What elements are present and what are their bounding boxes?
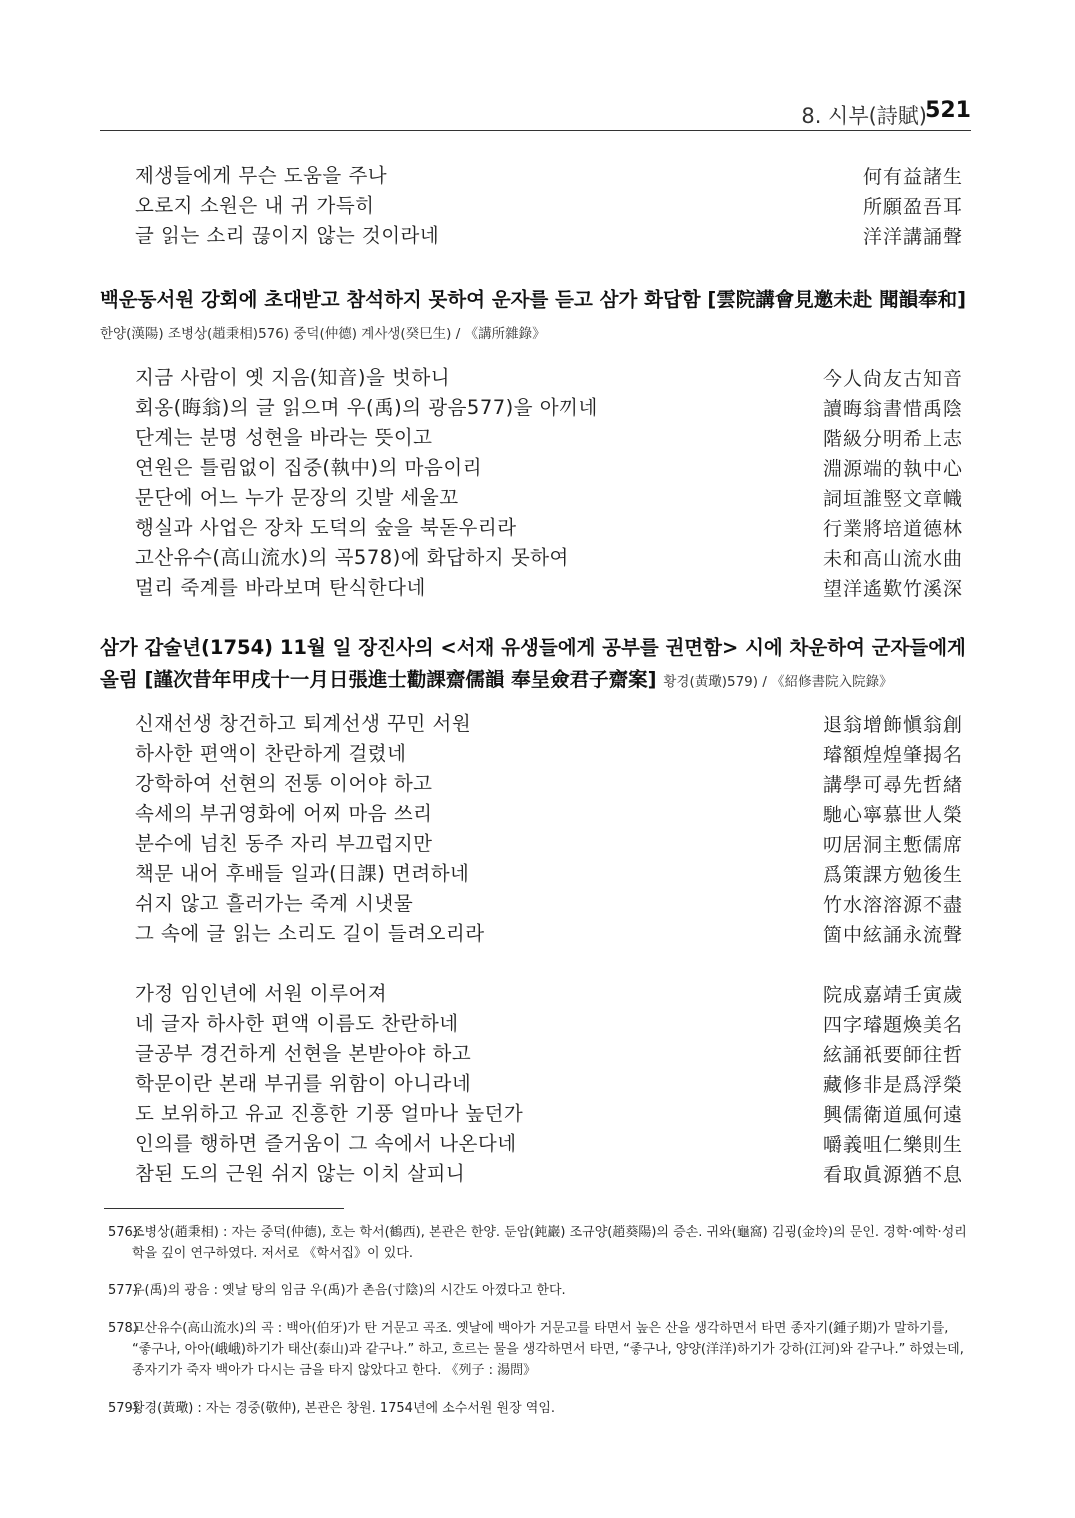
korean-verse: 문단에 어느 누가 문장의 깃발 세울꼬 <box>135 486 459 509</box>
korean-verse: 회옹(晦翁)의 글 읽으며 우(禹)의 광음577)을 아끼네 <box>135 396 598 419</box>
footnote <box>108 1280 971 1301</box>
poem-line <box>135 1098 963 1128</box>
korean-verse: 네 글자 하사한 편액 이름도 찬란하네 <box>135 1012 459 1035</box>
korean-verse: 하사한 편액이 찬란하게 걸렸네 <box>135 742 407 765</box>
poem-title <box>100 284 971 350</box>
poem-line <box>135 392 963 422</box>
korean-verse: 지금 사람이 옛 지음(知音)을 벗하니 <box>135 366 451 389</box>
author-source: 한양(漢陽) 조병상(趙秉相)576) 중덕(仲德) 계사생(癸巳生) / 《講所雜錄》 <box>100 326 546 342</box>
korean-verse: 도 보위하고 유교 진흥한 기풍 얼마나 높던가 <box>135 1102 524 1125</box>
poem-line <box>135 768 963 798</box>
korean-verse: 학문이란 본래 부귀를 위함이 아니라네 <box>135 1072 472 1095</box>
korean-verse: 강학하여 선현의 전통 이어야 하고 <box>135 772 433 795</box>
footnote-number: 578) <box>108 1321 138 1336</box>
korean-verse: 제생들에게 무슨 도움을 주나 <box>135 164 388 187</box>
hanja-verse: 四字璿題煥美名 <box>822 1014 963 1036</box>
hanja-verse: 退翁增飾愼翁創 <box>822 714 963 736</box>
korean-verse: 인의를 행하면 즐거움이 그 속에서 나온다네 <box>135 1132 517 1155</box>
poem-line <box>135 1038 963 1068</box>
poem-line <box>135 220 963 250</box>
korean-verse: 행실과 사업은 장차 도덕의 숲을 북돋우리라 <box>135 516 517 539</box>
hanja-verse: 階級分明希上志 <box>822 428 963 450</box>
poem-title <box>100 632 971 698</box>
hanja-verse: 所願盈吾耳 <box>862 196 963 218</box>
poem-line <box>135 708 963 738</box>
title-text: 삼가 갑술년(1754) 11월 일 장진사의 <서재 유생들에게 공부를 권면함> 시에 차운하여 군자들에게 올림 [謹次昔年甲戌十一月日張進士勸課齋儒韻 奉呈僉君子齋案] <box>100 636 966 691</box>
hanja-verse: 嚼義咀仁樂則生 <box>822 1134 963 1156</box>
hanja-verse: 看取眞源猶不息 <box>822 1164 963 1186</box>
footnote-rule <box>104 1208 344 1209</box>
poem-line <box>135 1158 963 1188</box>
footnote-text: 우(禹)의 광음 : 옛날 탕의 임금 우(禹)가 촌음(寸陰)의 시간도 아꼈다고 한다. <box>132 1283 566 1298</box>
hanja-verse: 爲策課方勉後生 <box>822 864 963 886</box>
header-rule <box>100 130 971 131</box>
hanja-verse: 行業將培道德林 <box>822 518 963 540</box>
hanja-verse: 詞垣誰竪文章幟 <box>822 488 963 510</box>
footnote <box>108 1318 971 1381</box>
poem-line <box>135 1068 963 1098</box>
poem-body <box>135 362 963 602</box>
poem-line <box>135 798 963 828</box>
poem-line <box>135 918 963 948</box>
hanja-verse: 箇中絃誦永流聲 <box>822 924 963 946</box>
hanja-verse: 講學可尋先哲緖 <box>822 774 963 796</box>
hanja-verse: 洋洋講誦聲 <box>862 226 963 248</box>
poem-body <box>135 978 963 1188</box>
footnote-number: 577) <box>108 1283 138 1298</box>
footnote-text: 고산유수(高山流水)의 곡 : 백아(伯牙)가 탄 거문고 곡조. 옛날에 백아가 거문고를 타면서 높은 산을 생각하면서 타면 종자기(鍾子期)가 말하기를, “좋구나, 아아(峨峨)하기가 태산(泰山)과 같구나.” 하고, 흐르는 물을 생각하면서 타면, “좋구나, 양양(洋洋)하기가 강하(江河)와 같구나.” 하였는데, 종자기가 죽자 백아가 다시는 금을 타지 않았다고 한다. 《列子 : 湯問》 <box>132 1321 964 1378</box>
page-number: 521 <box>925 98 971 123</box>
footnote <box>108 1398 971 1419</box>
hanja-verse: 竹水溶溶源不盡 <box>822 894 963 916</box>
hanja-verse: 未和高山流水曲 <box>822 548 963 570</box>
korean-verse: 분수에 넘친 동주 자리 부끄럽지만 <box>135 832 433 855</box>
title-text: 백운동서원 강회에 초대받고 참석하지 못하여 운자를 듣고 삼가 화답함 [雲院講會見邀未赴 聞韻奉和] <box>100 288 966 311</box>
author-source: 황경(黃璥)579) / 《紹修書院入院錄》 <box>663 674 893 690</box>
hanja-verse: 望洋遙歎竹溪深 <box>822 578 963 600</box>
korean-verse: 가정 임인년에 서원 이루어져 <box>135 982 388 1005</box>
hanja-verse: 藏修非是爲浮榮 <box>822 1074 963 1096</box>
hanja-verse: 何有益諸生 <box>862 166 963 188</box>
poem-line <box>135 482 963 512</box>
korean-verse: 글 읽는 소리 끊이지 않는 것이라네 <box>135 224 440 247</box>
poem-line <box>135 190 963 220</box>
poem-line <box>135 858 963 888</box>
footnote-text: 황경(黃璥) : 자는 경중(敬仲), 본관은 창원. 1754년에 소수서원 원장 역임. <box>132 1401 556 1416</box>
korean-verse: 책문 내어 후배들 일과(日課) 면려하네 <box>135 862 470 885</box>
hanja-verse: 絃誦祇要師往哲 <box>822 1044 963 1066</box>
section-title: 8. 시부(詩賦) <box>801 104 927 128</box>
korean-verse: 속세의 부귀영화에 어찌 마음 쓰리 <box>135 802 433 825</box>
poem-line <box>135 572 963 602</box>
poem-line <box>135 738 963 768</box>
korean-verse: 신재선생 창건하고 퇴계선생 꾸민 서원 <box>135 712 472 735</box>
poem-line <box>135 978 963 1008</box>
hanja-verse: 興儒衛道風何遠 <box>822 1104 963 1126</box>
poem-line <box>135 422 963 452</box>
korean-verse: 쉬지 않고 흘러가는 죽계 시냇물 <box>135 892 414 915</box>
korean-verse: 단계는 분명 성현을 바라는 뜻이고 <box>135 426 433 449</box>
poem-line <box>135 1128 963 1158</box>
hanja-verse: 馳心寧慕世人榮 <box>822 804 963 826</box>
poem-line <box>135 512 963 542</box>
poem-line <box>135 362 963 392</box>
running-header <box>100 100 971 130</box>
hanja-verse: 今人尙友古知音 <box>822 368 963 390</box>
korean-verse: 참된 도의 근원 쉬지 않는 이치 살피니 <box>135 1162 466 1185</box>
poem-line <box>135 542 963 572</box>
hanja-verse: 院成嘉靖壬寅歲 <box>822 984 963 1006</box>
footnote-number: 579) <box>108 1401 138 1416</box>
footnote-number: 576) <box>108 1225 138 1240</box>
korean-verse: 고산유수(高山流水)의 곡578)에 화답하지 못하여 <box>135 546 569 569</box>
hanja-verse: 璿額煌煌肇揭名 <box>822 744 963 766</box>
poem-body <box>135 708 963 948</box>
hanja-verse: 讀晦翁書惜禹陰 <box>822 398 963 420</box>
poem-line <box>135 452 963 482</box>
poem-line <box>135 1008 963 1038</box>
poem-line <box>135 160 963 190</box>
poem-line <box>135 888 963 918</box>
footnote-text: 조병상(趙秉相) : 자는 중덕(仲德), 호는 학서(鶴西), 본관은 한양. 둔암(鈍巖) 조규양(趙葵陽)의 증손. 귀와(龜窩) 김굉(金坽)의 문인. 경학·예학·성리학을 깊이 연구하였다. 저서로 《학서집》이 있다. <box>132 1225 967 1261</box>
korean-verse: 글공부 경건하게 선현을 본받아야 하고 <box>135 1042 472 1065</box>
korean-verse: 오로지 소원은 내 귀 가득히 <box>135 194 375 217</box>
hanja-verse: 淵源端的執中心 <box>822 458 963 480</box>
poem-line <box>135 828 963 858</box>
poem-continuation <box>135 160 963 250</box>
hanja-verse: 叨居洞主慙儒席 <box>822 834 963 856</box>
footnote <box>108 1222 971 1264</box>
korean-verse: 그 속에 글 읽는 소리도 길이 들려오리라 <box>135 922 485 945</box>
korean-verse: 연원은 틀림없이 집중(執中)의 마음이리 <box>135 456 483 479</box>
korean-verse: 멀리 죽계를 바라보며 탄식한다네 <box>135 576 426 599</box>
